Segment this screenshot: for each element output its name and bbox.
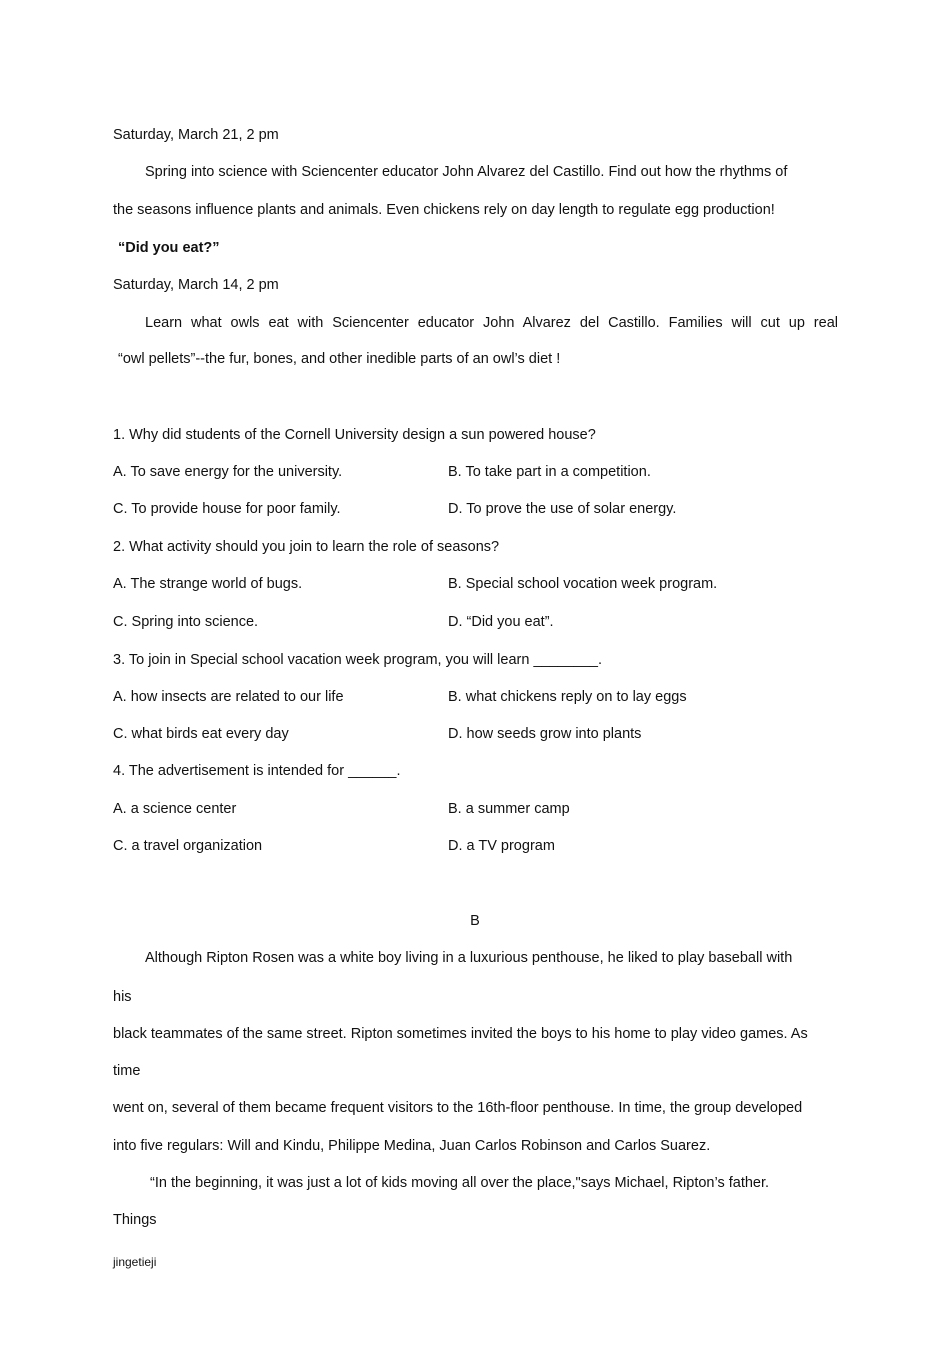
answer-option: B. what chickens reply on to lay eggs	[448, 689, 687, 705]
answer-option: A. how insects are related to our life	[113, 689, 344, 705]
question-stem: 4. The advertisement is intended for ______.	[113, 763, 401, 779]
passage-line: Although Ripton Rosen was a white boy living in a luxurious penthouse, he liked to play baseball with	[145, 950, 793, 966]
answer-option: B. To take part in a competition.	[448, 464, 651, 480]
passage-line: time	[113, 1063, 141, 1079]
event-description-line: the seasons influence plants and animals. Even chickens rely on day length to regulate egg production!	[113, 202, 775, 218]
passage-line: into five regulars: Will and Kindu, Philippe Medina, Juan Carlos Robinson and Carlos Suarez.	[113, 1138, 711, 1154]
answer-option: D. To prove the use of solar energy.	[448, 501, 677, 517]
question-stem: 2. What activity should you join to learn the role of seasons?	[113, 539, 500, 555]
answer-option: A. The strange world of bugs.	[113, 576, 303, 592]
event-description-line: Learn what owls eat with Sciencenter educator John Alvarez del Castillo. Families will cut up real	[145, 315, 838, 331]
answer-option: C. To provide house for poor family.	[113, 501, 341, 517]
answer-option: D. “Did you eat”.	[448, 614, 554, 630]
answer-option: C. a travel organization	[113, 838, 263, 854]
answer-option: C. Spring into science.	[113, 614, 259, 630]
event-date: Saturday, March 21, 2 pm	[113, 127, 279, 143]
passage-line: black teammates of the same street. Ripton sometimes invited the boys to his home to play video games. As	[113, 1026, 808, 1042]
question-stem: 3. To join in Special school vacation week program, you will learn ________.	[113, 652, 602, 668]
answer-option: D. how seeds grow into plants	[448, 726, 642, 742]
answer-option: A. To save energy for the university.	[113, 464, 343, 480]
passage-line: went on, several of them became frequent visitors to the 16th-floor penthouse. In time, the group developed	[113, 1100, 803, 1116]
section-heading: B	[470, 913, 480, 929]
event-title: “Did you eat?”	[118, 240, 220, 256]
event-description-line: “owl pellets”--the fur, bones, and other inedible parts of an owl’s diet !	[118, 351, 561, 367]
answer-option: A. a science center	[113, 801, 237, 817]
event-description-line: Spring into science with Sciencenter educator John Alvarez del Castillo. Find out how the rhythms of	[145, 164, 788, 180]
footer-label: jingetieji	[113, 1255, 157, 1269]
answer-option: B. Special school vocation week program.	[448, 576, 718, 592]
passage-line: “In the beginning, it was just a lot of kids moving all over the place,"says Michael, Ripton’s father.	[150, 1175, 770, 1191]
answer-option: B. a summer camp	[448, 801, 570, 817]
event-date: Saturday, March 14, 2 pm	[113, 277, 279, 293]
question-stem: 1. Why did students of the Cornell University design a sun powered house?	[113, 427, 596, 443]
answer-option: C. what birds eat every day	[113, 726, 289, 742]
passage-line: Things	[113, 1212, 157, 1228]
passage-line: his	[113, 989, 132, 1005]
answer-option: D. a TV program	[448, 838, 555, 854]
